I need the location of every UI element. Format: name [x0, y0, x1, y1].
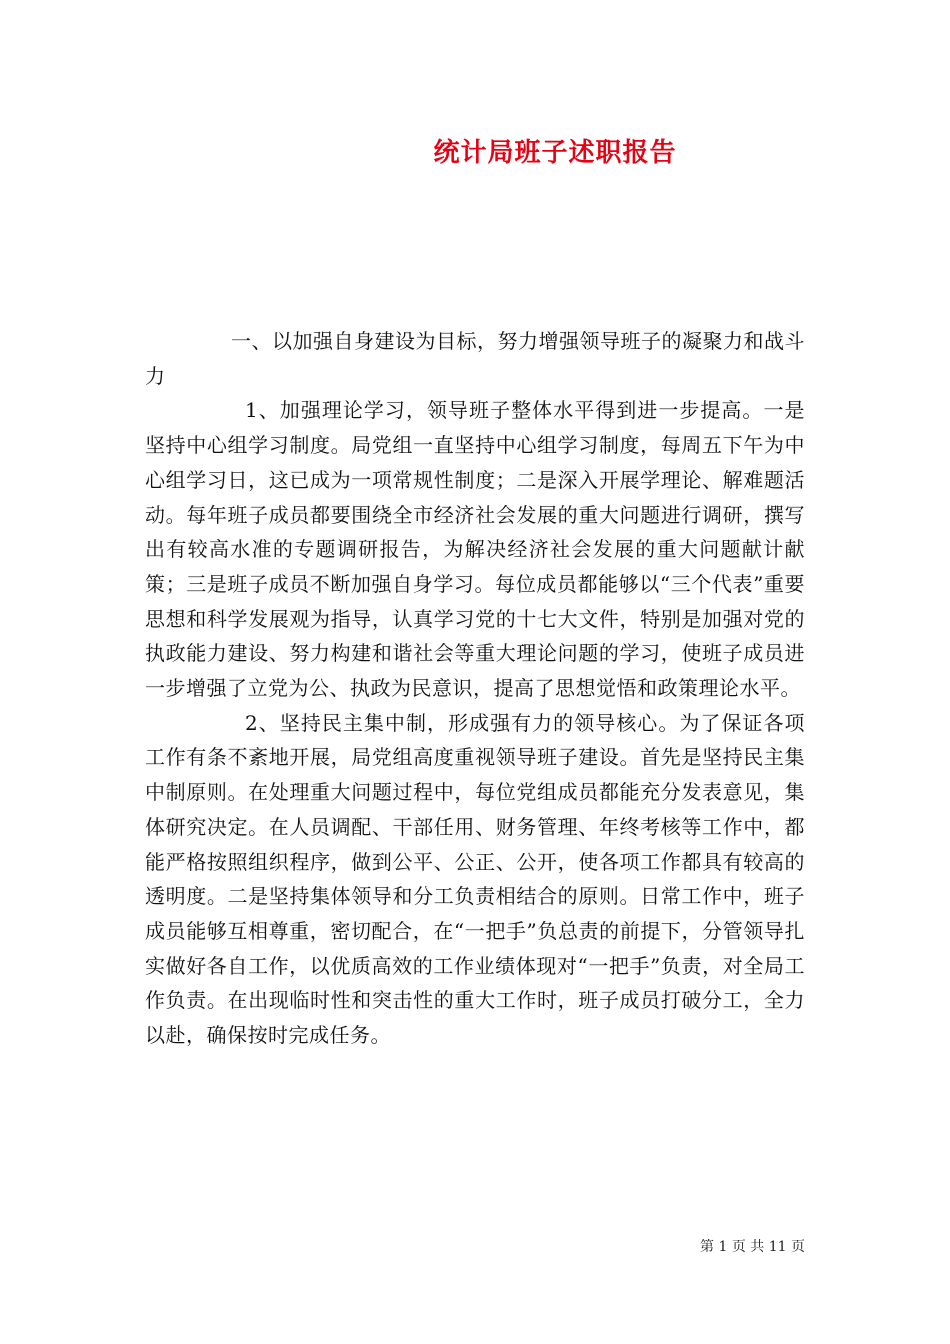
- section-heading-paragraph: 一、以加强自身建设为目标，努力增强领导班子的凝聚力和战斗力: [145, 329, 805, 388]
- page-number: 第 1 页 共 11 页: [700, 1239, 805, 1255]
- body-paragraph: 1、加强理论学习，领导班子整体水平得到进一步提高。一是坚持中心组学习制度。局党组一直坚持中心组学习制度，每周五下午为中心组学习日，这已成为一项常规性制度；二是深入开展学理论、解难题活动。每年班子成员都要围绕全市经济社会发展的重大问题进行调研，撰写出有较高水准的专题调研报告，为解决经济社会发展的重大问题献计献策；三是班子成员不断加强自身学习。每位成员都能够以“三个代表”重要思想和科学发展观为指导，认真学习党的十七大文件，特别是加强对党的执政能力建设、努力构建和谐社会等重大理论问题的学习，使班子成员进一步增强了立党为公、执政为民意识，提高了思想觉悟和政策理论水平。: [145, 398, 805, 701]
- body-paragraph: 2、坚持民主集中制，形成强有力的领导核心。为了保证各项工作有条不紊地开展，局党组高度重视领导班子建设。首先是坚持民主集中制原则。在处理重大问题过程中，每位党组成员都能充分发表意见，集体研究决定。在人员调配、干部任用、财务管理、年终考核等工作中，都能严格按照组织程序，做到公平、公正、公开，使各项工作都具有较高的透明度。二是坚持集体领导和分工负责相结合的原则。日常工作中，班子成员能够互相尊重，密切配合，在“一把手”负总责的前提下，分管领导扎实做好各自工作，以优质高效的工作业绩体现对“一把手”负责，对全局工作负责。在出现临时性和突击性的重大工作时，班子成员打破分工，全力以赴，确保按时完成任务。: [145, 710, 805, 1048]
- document-body: [145, 324, 805, 1053]
- page-title: 统计局班子述职报告: [433, 138, 677, 168]
